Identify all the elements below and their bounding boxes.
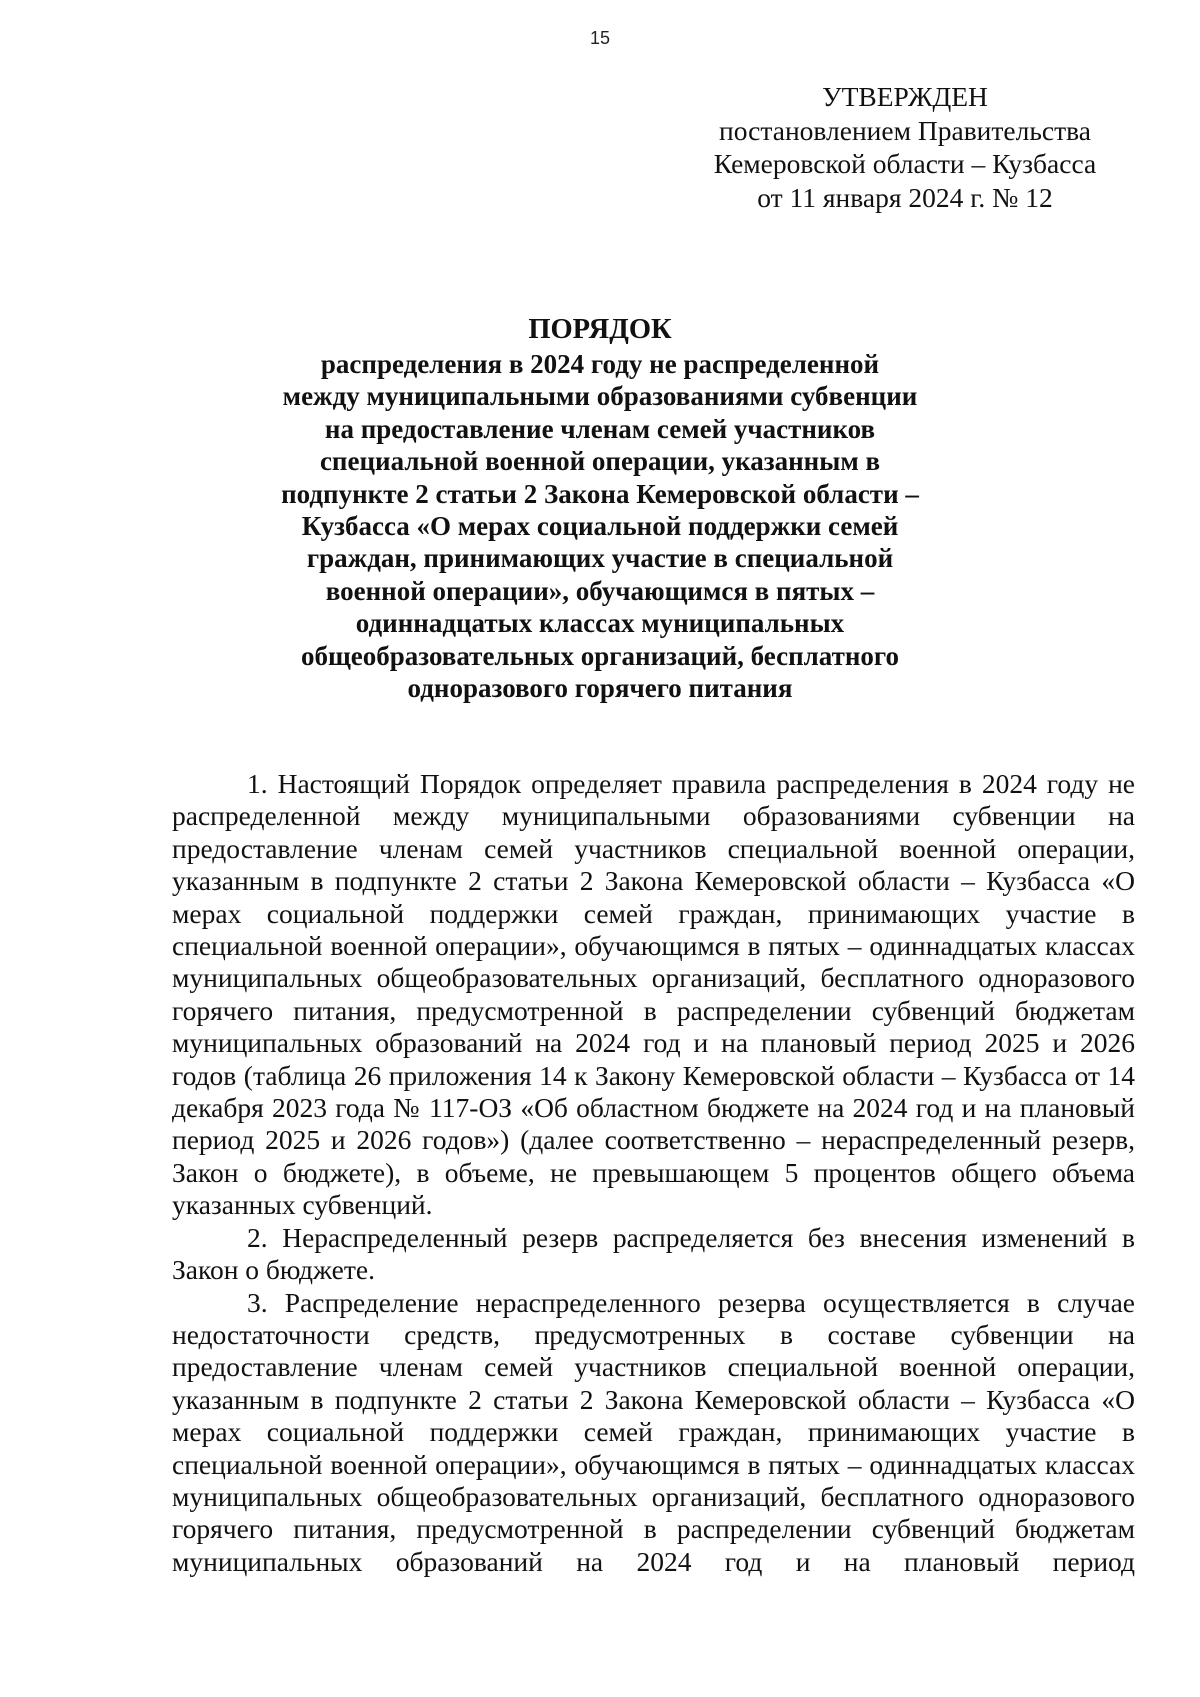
document-body <box>172 768 1135 1578</box>
title-line: на предоставление членам семей участников <box>324 413 876 444</box>
approval-line: Кемеровской области – Кузбасса <box>713 148 1097 179</box>
title-line: Кузбасса «О мерах социальной поддержки семей <box>301 511 899 542</box>
document-title <box>220 313 980 704</box>
title-line: одиннадцатых классах муниципальных <box>355 608 845 639</box>
title-line: подпункте 2 статьи 2 Закона Кемеровской области – <box>281 478 919 509</box>
title-line: между муниципальными образованиями субвенции <box>282 381 918 412</box>
approval-stamp <box>690 80 1120 214</box>
paragraph-2: 2. Нераспределенный резерв распределяется без внесения изменений в Закон о бюджете. <box>172 1221 1135 1286</box>
approval-line: УТВЕРЖДЕН <box>822 81 988 112</box>
title-line: специальной военной операции, указанным в <box>319 446 881 477</box>
title-line: общеобразовательных организаций, бесплатного <box>300 640 900 671</box>
paragraph-1: 1. Настоящий Порядок определяет правила распределения в 2024 году не распределенной между муниципальными образованиями субвенции на предоставление членам семей участников специальной военной операции, указанным в подпункте 2 статьи 2 Закона Кемеровской области – Кузбасса «О мерах социальной поддержки семей граждан, принимающих участие в специальной военной операции», обучающимся в пятых – одиннадцатых классах муниципальных общеобразовательных организаций, бесплатного одноразового горячего питания, предусмотренной в распределении субвенций бюджетам муниципальных образований на 2024 год и на плановый период 2025 и 2026 годов (таблица 26 приложения 14 к Закону Кемеровской области – Кузбасса от 14 декабря 2023 года № 117-ОЗ «Об областном бюджете на 2024 год и на плановый период 2025 и 2026 годов») (далее соответственно – нераспределенный резерв, Закон о бюджете), в объеме, не превышающем 5 процентов общего объема указанных субвенций. <box>172 768 1135 1221</box>
title-line: граждан, принимающих участие в специальной <box>306 543 894 574</box>
approval-line: постановлением Правительства <box>719 114 1091 146</box>
paragraph-3: 3. Распределение нераспределенного резерва осуществляется в случае недостаточности средств, предусмотренных в составе субвенции на предоставление членам семей участников специальной военной операции, указанным в подпункте 2 статьи 2 Закона Кемеровской области – Кузбасса «О мерах социальной поддержки семей граждан, принимающих участие в специальной военной операции», обучающимся в пятых – одиннадцатых классах муниципальных общеобразовательных организаций, бесплатного одноразового горячего питания, предусмотренной в распределении субвенций бюджетам муниципальных образований на 2024 год и на плановый период <box>172 1286 1135 1577</box>
title-heading: ПОРЯДОК <box>528 314 672 345</box>
approval-line: от 11 января 2024 г. № 12 <box>757 181 1053 213</box>
title-line: одноразового горячего питания <box>407 673 793 704</box>
page-number: 15 <box>589 28 611 48</box>
title-line: распределения в 2024 году не распределенной <box>320 349 880 379</box>
title-line: военной операции», обучающимся в пятых – <box>325 575 875 606</box>
